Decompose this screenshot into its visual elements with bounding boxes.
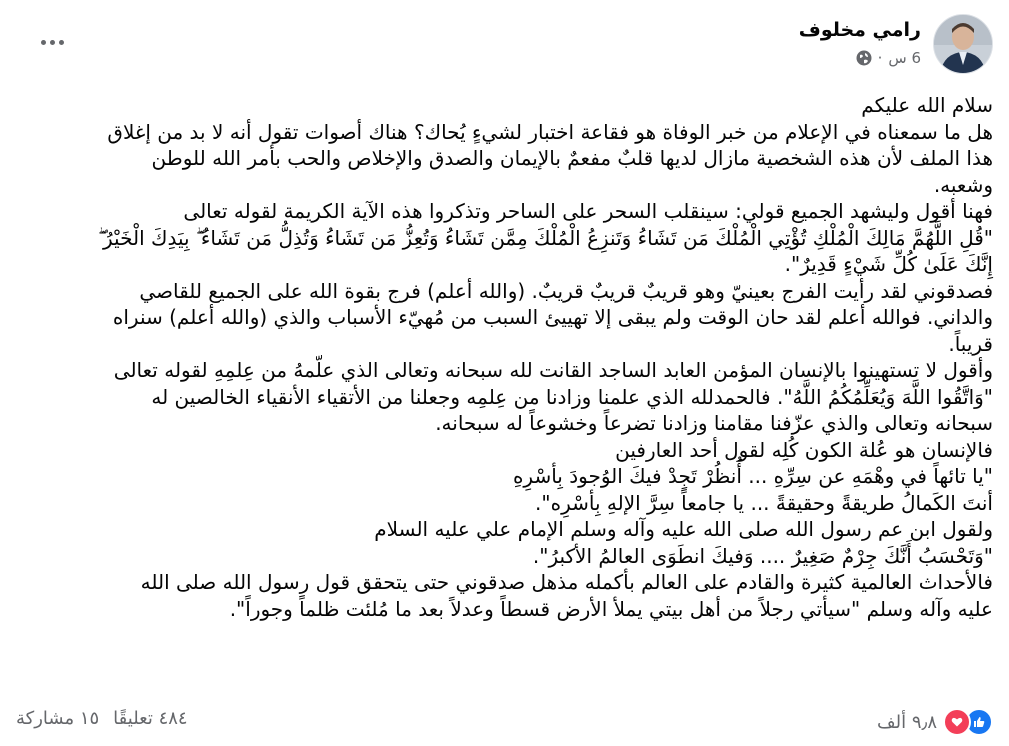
post-line: هذا الملف لأن هذه الشخصية مازال لديها قلبٌ مفعمٌ بالإيمان والصدق والإخلاص والحب بأمر الله للوطن [151,146,993,170]
post-line: أنتَ الكَمالُ طريقةً وحقيقةً ... يا جامعاً سِرَّ الإلهِ بِأسْرِه". [535,490,993,515]
post-line: فالأحداث العالمية كثيرة والقادم على العالم بأكمله مذهل صدقوني حتى يتحقق قول رسول الله صلى الله [140,570,993,594]
post-line: عليه وآله وسلم "سيأتي رجلاً من أهل بيتي يملأ الأرض قسطاً وعدلاً بعد ما مُلئت ظلماً وجوراً". [229,596,993,621]
post-line: ولقول ابن عم رسول الله صلى الله عليه وآله وسلم الإمام علي عليه السلام [374,517,993,541]
post-text [16,92,993,622]
post-line: فهنا أقول وليشهد الجميع قولي: سينقلب السحر على الساحر وتذكروا هذه الآية الكريمة لقوله تعالى [183,199,993,223]
post-line: والداني. فوالله أعلم لقد حان الوقت ولم يبقى إلا تهييئ السبب من مُهيّء الأسباب والذي (والله أعلم) سنراه [112,305,993,329]
post-time[interactable]: 6 س [888,49,921,67]
post-footer [16,706,993,736]
post-line: سلام الله عليكم [861,93,993,117]
post-line: قريباً. [948,331,993,356]
post-meta [799,49,921,67]
post-line: "وَاتَّقُوا اللَّهَ وَيُعَلِّمُكُمُ اللَّهُ". فالحمدلله الذي علمنا وزادنا من عِلمِه وجعلنا من الأتقياء الأنقياء الخالصين له [151,384,993,409]
post-line: "يا تائهاً في وهْمَهِ عن سِرِّهِ ... أُنظُرْ تَجِدْ فيكَ الوُجودَ بِأسْرِهِ [512,464,993,488]
post-header [16,14,993,80]
post-line: "قُلِ اللَّهُمَّ مَالِكَ الْمُلْكِ تُؤْتِي الْمُلْكَ مَن تَشَاءُ وَتَنزِعُ الْمُلْكَ مِمَّن تَشَاءُ وَتُعِزُّ مَن تَشَاءُ وَتُذِلُّ مَن تَشَاءُ ۖ بِيَدِكَ الْخَيْرُ ۖ [98,225,993,250]
love-icon [943,708,971,736]
post-line: سبحانه وتعالى والذي عزّفنا مقامنا وزادنا تضرعاً وخشوعاً له سبحانه. [435,411,993,435]
shares-count[interactable]: ١٥ مشاركة [16,708,100,729]
author-name[interactable]: رامي مخلوف [798,19,921,41]
post-line: وأقول لا تستهينوا بالإنسان المؤمن العابد الساجد القانت لله سبحانه وتعالى الذي علّمهُ من عِلمِهِ لقوله تعالى [113,358,993,382]
reactions-summary[interactable] [877,708,993,736]
reactions-count[interactable]: ٩٫٨ ألف [876,711,937,733]
post-line: فصدقوني لقد رأيت الفرج بعينيّ وهو قريبٌ قريبٌ قريبٌ. (والله أعلم) فرج بقوة الله على الجميع للقاصي [139,278,993,303]
more-options-icon[interactable] [32,30,72,54]
comments-count[interactable]: ٤٨٤ تعليقًا [113,708,188,729]
post-line: "وَتَحْسَبُ أَنَّكَ جِرْمٌ صَغِيرٌ .... وَفيكَ انطَوَى العالمُ الأكبرُ". [532,543,993,568]
author-avatar[interactable] [933,14,993,74]
meta-separator: · [877,49,883,67]
globe-icon[interactable] [856,50,872,66]
post-line: هل ما سمعناه في الإعلام من خبر الوفاة هو فقاعة اختبار لشيءٍ يُحاك؟ هناك أصوات تقول أنه لا بد من إغلاق [107,119,993,144]
post-line: إِنَّكَ عَلَىٰ كُلِّ شَيْءٍ قَدِيرٌ". [784,252,993,276]
post-line: فالإنسان هو عُلة الكون كُلِه لقول أحد العارفين [615,437,993,462]
post-line: وشعبه. [933,172,993,197]
engagement-stats [16,708,188,729]
